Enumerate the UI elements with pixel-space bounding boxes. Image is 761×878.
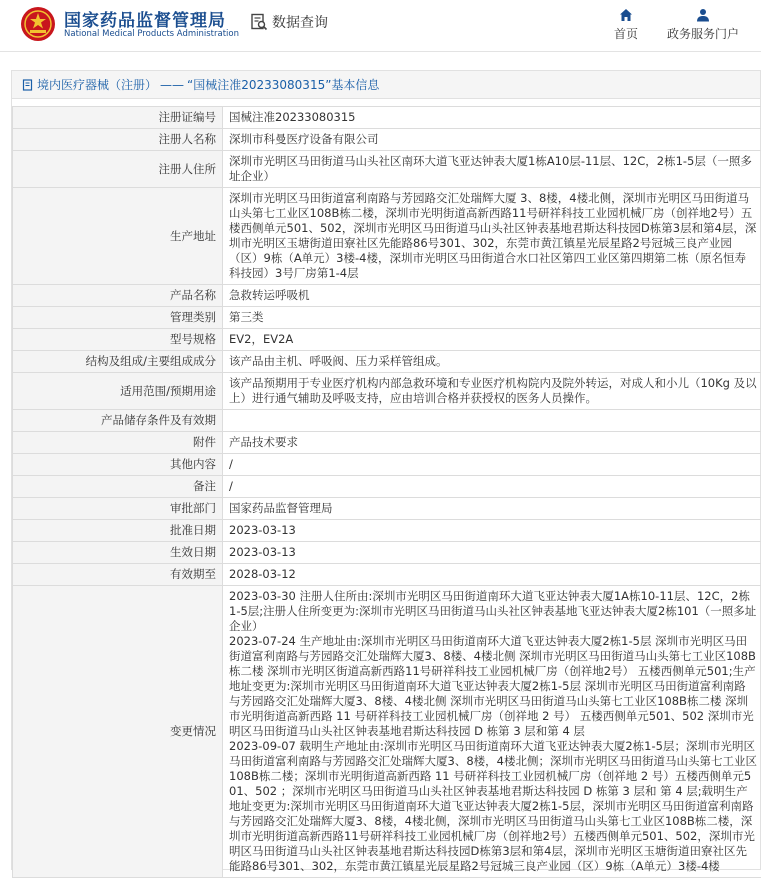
field-value: 产品技术要求 <box>223 432 761 454</box>
table-row <box>13 373 761 410</box>
field-label: 生产地址 <box>13 188 223 285</box>
field-value: 2023-03-13 <box>223 520 761 542</box>
table-row <box>13 307 761 329</box>
table-row <box>13 564 761 586</box>
field-label: 适用范围/预期用途 <box>13 373 223 410</box>
data-query-link[interactable] <box>250 12 328 32</box>
table-row <box>13 476 761 498</box>
field-value: 2028-03-12 <box>223 564 761 586</box>
field-value: 第三类 <box>223 307 761 329</box>
table-row <box>13 285 761 307</box>
table-row <box>13 329 761 351</box>
field-label: 变更情况 <box>13 586 223 878</box>
table-row <box>13 542 761 564</box>
home-icon <box>619 8 633 22</box>
table-row <box>13 454 761 476</box>
field-label: 管理类别 <box>13 307 223 329</box>
breadcrumb-link-domestic-devices[interactable]: 境内医疗器械（注册） <box>37 76 157 93</box>
field-value: 急救转运呼吸机 <box>223 285 761 307</box>
field-value: 国家药品监督管理局 <box>223 498 761 520</box>
registration-info-table <box>12 106 761 878</box>
nav-home[interactable] <box>604 8 648 42</box>
table-row <box>13 129 761 151</box>
field-value: 国械注准20233080315 <box>223 107 761 129</box>
national-emblem-icon <box>20 6 56 42</box>
field-value: 深圳市科曼医疗设备有限公司 <box>223 129 761 151</box>
field-value: 深圳市光明区马田街道马山头社区南环大道飞亚达钟表大厦1栋A10层-11层、12C，2栋1-5层（一照多址企业） <box>223 151 761 188</box>
nav-government-service-portal[interactable] <box>662 8 744 42</box>
field-label: 其他内容 <box>13 454 223 476</box>
table-row <box>13 188 761 285</box>
table-row <box>13 351 761 373</box>
field-label: 注册人名称 <box>13 129 223 151</box>
field-label: 生效日期 <box>13 542 223 564</box>
change-history <box>223 586 761 878</box>
org-name-en: National Medical Products Administration <box>64 29 239 39</box>
field-label: 审批部门 <box>13 498 223 520</box>
field-label: 注册人住所 <box>13 151 223 188</box>
field-label: 备注 <box>13 476 223 498</box>
user-icon <box>696 8 710 22</box>
field-value: / <box>223 476 761 498</box>
breadcrumb-separator: —— <box>160 78 184 92</box>
table-row <box>13 107 761 129</box>
field-label: 产品名称 <box>13 285 223 307</box>
field-value: / <box>223 454 761 476</box>
document-search-icon <box>250 13 268 31</box>
field-value: EV2，EV2A <box>223 329 761 351</box>
site-header <box>0 0 761 52</box>
field-value: 该产品预期用于专业医疗机构内部急救环境和专业医疗机构院内及院外转运，对成人和小儿（10Kg 及以上）进行通气辅助及呼吸支持，应由培训合格并获授权的医务人员操作。 <box>223 373 761 410</box>
field-value <box>223 410 761 432</box>
table-row <box>13 432 761 454</box>
table-row-changes <box>13 586 761 878</box>
field-value: 2023-03-13 <box>223 542 761 564</box>
field-label: 产品储存条件及有效期 <box>13 410 223 432</box>
field-label: 结构及组成/主要组成成分 <box>13 351 223 373</box>
field-label: 型号规格 <box>13 329 223 351</box>
table-row <box>13 520 761 542</box>
change-entry: 2023-03-30 注册人住所由:深圳市光明区马田街道南环大道飞亚达钟表大厦1A栋10-11层、12C，2栋1-5层;注册人住所变更为:深圳市光明区马田街道马山头社区钟表基地飞亚达钟表大厦2栋101（一照多址企业） <box>229 589 757 634</box>
change-entry: 2023-09-07 载明生产地址由:深圳市光明区马田街道南环大道飞亚达钟表大厦2栋1-5层；深圳市光明区马田街道富利南路与芳园路交汇处瑞辉大厦3、8楼，4楼北侧；深圳市光明区马田街道马山头第七工业区108B栋二楼；深圳市光明街道高新西路 11 号研祥科技工业园机械厂房（创祥地 2 号）五楼西侧单元501、502 ；深圳市光明区马田街道马山头社区钟表基地君斯达科技园 D 栋第 3 层和 第 4 层;载明生产地址变更为:深圳市光明区马田街道南环大道飞亚达钟表大厦2栋1-5层，深圳市光明区马田街道富利南路与芳园路交汇处瑞辉大厦3、8楼，4楼北侧，深圳市光明区马田街道马山头第七工业区108B栋二楼，深圳市光明街道高新西路11号研祥科技工业园机械厂房（创祥地2号）五楼西侧单元501、502，深圳市光明区马田街道马山头社区钟表基地君斯达科技园D栋第3层和第4层，深圳市光明区玉塘街道田寮社区先能路86号301、302，东莞市黄江镇星光辰星路2号冠城三良产业园（区）9栋（A单元）3楼-4楼 <box>229 739 757 874</box>
field-label: 附件 <box>13 432 223 454</box>
registration-info-body <box>13 107 761 878</box>
table-row <box>13 151 761 188</box>
table-row <box>13 498 761 520</box>
org-name-zh[interactable]: 国家药品监督管理局 <box>64 6 226 31</box>
nav-portal-label: 政务服务门户 <box>667 27 739 41</box>
change-entry: 2023-07-24 生产地址由:深圳市光明区马田街道南环大道飞亚达钟表大厦2栋1-5层 深圳市光明区马田街道富利南路与芳园路交汇处瑞辉大厦3、8楼、4楼北侧 深圳市光明区马田街道马山头第七工业区108B栋二楼 深圳市光明区街道高新西路11号研祥科技工业园机械厂房（创祥地2号） 五楼西侧单元501;生产地址变更为:深圳市光明区马田街道南环大道飞亚达钟表大厦2栋1-5层 深圳市光明区马田街道富利南路与芳园路交汇处瑞辉大厦3、8楼、4楼北侧 深圳市光明区马田街道马山头第七工业区108B栋二楼 深圳市光明街道高新西路 11 号研祥科技工业园机械厂房（创祥地 2 号） 五楼西侧单元501、502 深圳市光明区马田街道马山头社区钟表基地君斯达科技园 D 栋第 3 层和第 4 层 <box>229 634 757 739</box>
detail-panel <box>11 70 761 870</box>
field-label: 批准日期 <box>13 520 223 542</box>
field-label: 有效期至 <box>13 564 223 586</box>
field-label: 注册证编号 <box>13 107 223 129</box>
table-row <box>13 410 761 432</box>
data-query-label: 数据查询 <box>272 12 328 32</box>
breadcrumb <box>12 71 760 99</box>
field-value: 该产品由主机、呼吸阀、压力采样管组成。 <box>223 351 761 373</box>
field-value: 深圳市光明区马田街道富利南路与芳园路交汇处瑞辉大厦 3、8楼，4楼北侧，深圳市光明区马田街道马山头第七工业区108B栋二楼，深圳市光明街道高新西路11号研祥科技工业园机械厂房（创祥地2号）五楼西侧单元501、502，深圳市光明区马田街道马山头社区钟表基地君斯达科技园D栋第3层和第4层，深圳市光明区玉塘街道田寮社区先能路86号301、302，东莞市黄江镇星光辰星路2号冠城三良产业园（区）9栋（A单元）3楼-4楼，深圳市光明区马田街道合水口社区第四工业区第四期第二栋（原名恒寿科技园）3号厂房第1-4层 <box>223 188 761 285</box>
nav-home-label: 首页 <box>614 27 638 41</box>
breadcrumb-current-title: “国械注准20233080315”基本信息 <box>187 76 379 93</box>
document-icon <box>22 79 34 91</box>
